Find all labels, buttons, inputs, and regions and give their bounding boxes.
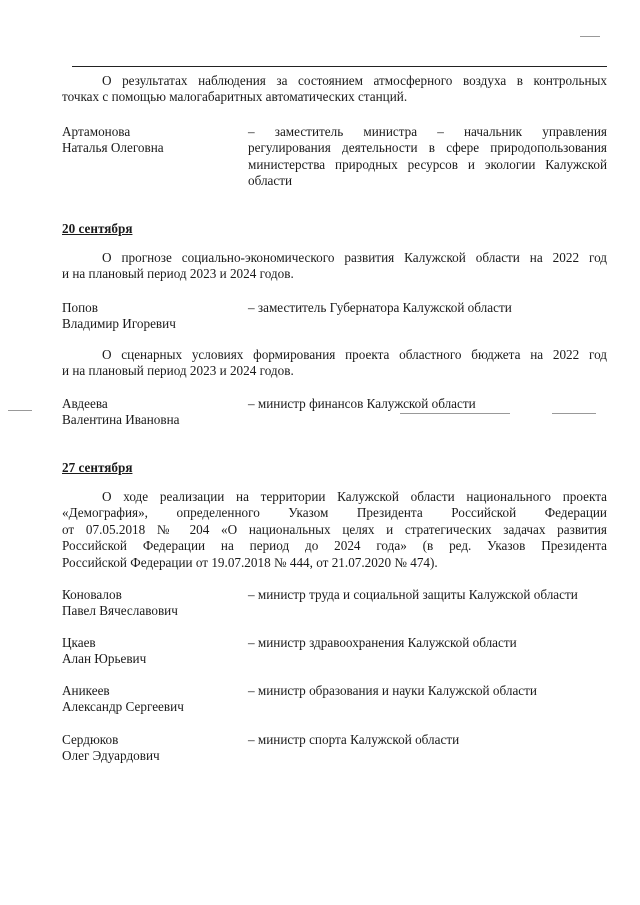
topic-line: О сценарных условиях формирования проекта областного бюджета на 2022 год bbox=[102, 347, 607, 362]
speaker-role: – министр спорта Калужской области bbox=[248, 732, 460, 747]
speaker-role: – министр образования и науки Калужской области bbox=[248, 683, 537, 698]
role-line: регулирования деятельности в сфере природопользования bbox=[248, 140, 607, 156]
speaker-role: – заместитель Губернатора Калужской области bbox=[248, 300, 512, 315]
sep20-topic-forecast bbox=[62, 250, 607, 283]
speaker-given-name: Олег Эдуардович bbox=[62, 748, 160, 764]
speaker-role: – министр труда и социальной защиты Калужской области bbox=[248, 587, 578, 602]
role-line: области bbox=[248, 173, 293, 189]
speaker-role: – министр финансов Калужской области bbox=[248, 396, 476, 411]
top-rule bbox=[72, 66, 607, 67]
role-line: министерства природных ресурсов и экологии Калужской bbox=[248, 156, 607, 172]
speaker-surname: Попов bbox=[62, 300, 98, 315]
speaker-name bbox=[62, 124, 247, 157]
speaker-given-name: Алан Юрьевич bbox=[62, 651, 147, 667]
topic-line: и на плановый период 2023 и 2024 годов. bbox=[62, 363, 294, 379]
speaker-surname: Артамонова bbox=[62, 124, 131, 139]
intro-line: точках с помощью малогабаритных автоматических станций. bbox=[62, 89, 408, 105]
speaker-surname: Авдеева bbox=[62, 396, 108, 411]
sep20-topic-budget bbox=[62, 347, 607, 380]
speaker-role bbox=[248, 124, 607, 190]
speaker-role: – министр здравоохранения Калужской области bbox=[248, 635, 517, 650]
topic-line: «Демография», определенного Указом Президента Российской Федерации bbox=[62, 505, 607, 521]
speaker-surname: Коновалов bbox=[62, 587, 122, 602]
speaker-name bbox=[62, 635, 247, 668]
speaker-surname: Сердюков bbox=[62, 732, 119, 747]
topic-line: Российской Федерации от 19.07.2018 № 444, от 21.07.2020 № 474). bbox=[62, 554, 438, 570]
topic-line: О прогнозе социально-экономического развития Калужской области на 2022 год bbox=[102, 250, 607, 265]
intro-topic bbox=[62, 73, 607, 106]
speaker-name bbox=[62, 396, 247, 429]
speaker-given-name: Александр Сергеевич bbox=[62, 699, 184, 715]
speaker-name bbox=[62, 300, 247, 333]
speaker-surname: Аникеев bbox=[62, 683, 110, 698]
scan-speck bbox=[8, 410, 32, 411]
role-line: – заместитель министра – начальник управления bbox=[248, 124, 607, 139]
speaker-given-name: Наталья Олеговна bbox=[62, 140, 164, 156]
topic-line: О ходе реализации на территории Калужской области национального проекта bbox=[102, 489, 607, 504]
scan-speck bbox=[400, 413, 510, 414]
speaker-name bbox=[62, 732, 247, 765]
date-heading-sep-20: 20 сентября bbox=[62, 221, 133, 236]
intro-line: О результатах наблюдения за состоянием атмосферного воздуха в контрольных bbox=[102, 73, 607, 88]
speaker-given-name: Валентина Ивановна bbox=[62, 412, 180, 428]
speaker-surname: Цкаев bbox=[62, 635, 96, 650]
speaker-name bbox=[62, 587, 247, 620]
speaker-name bbox=[62, 683, 247, 716]
topic-line: Российской Федерации на период до 2024 года» (в ред. Указов Президента bbox=[62, 538, 607, 554]
sep27-topic-demography bbox=[62, 489, 607, 571]
topic-line: и на плановый период 2023 и 2024 годов. bbox=[62, 266, 294, 282]
scan-speck bbox=[552, 413, 596, 414]
topic-line: от 07.05.2018 № 204 «О национальных целях и стратегических задачах развития bbox=[62, 521, 607, 537]
speaker-given-name: Павел Вячеславович bbox=[62, 603, 178, 619]
date-heading-sep-27: 27 сентября bbox=[62, 460, 133, 475]
speaker-given-name: Владимир Игоревич bbox=[62, 316, 176, 332]
scan-speck bbox=[580, 36, 600, 37]
